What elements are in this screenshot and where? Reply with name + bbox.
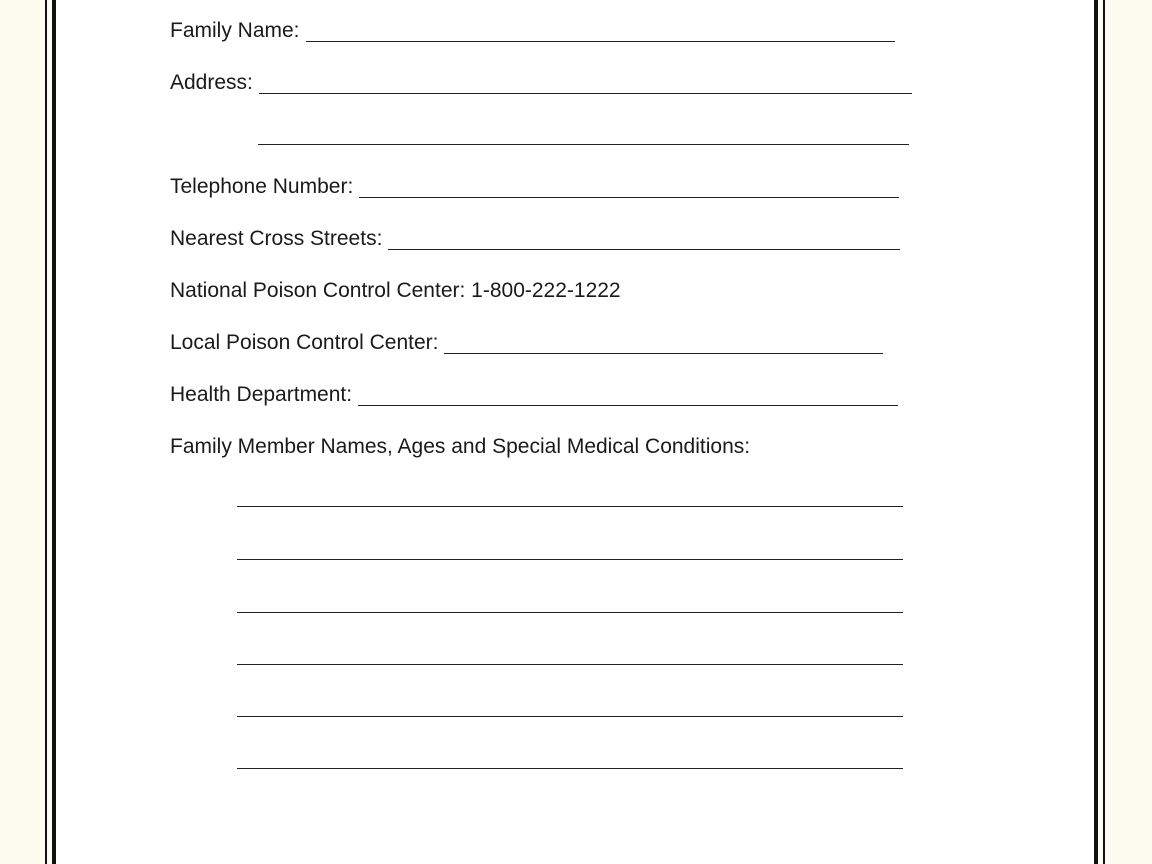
address-field-line-2[interactable] <box>258 144 909 145</box>
left-border-thin <box>45 0 47 864</box>
family-member-line[interactable] <box>237 664 903 665</box>
address-field-line-1[interactable] <box>259 73 912 94</box>
address-row <box>170 68 912 98</box>
national-poison-row <box>170 276 621 306</box>
right-border-thick <box>1094 0 1098 864</box>
cross-streets-label: Nearest Cross Streets: <box>170 227 383 250</box>
family-name-row <box>170 16 895 46</box>
family-members-label: Family Member Names, Ages and Special Medical Conditions: <box>170 435 751 458</box>
national-poison-label: National Poison Control Center: 1-800-222-1222 <box>170 279 621 302</box>
local-poison-row <box>170 328 883 358</box>
health-department-row <box>170 380 898 410</box>
telephone-field[interactable] <box>359 177 899 198</box>
local-poison-field[interactable] <box>444 333 883 354</box>
family-member-line[interactable] <box>237 716 903 717</box>
health-department-field[interactable] <box>358 385 898 406</box>
telephone-label: Telephone Number: <box>170 175 354 198</box>
family-member-line[interactable] <box>237 612 903 613</box>
left-border-thick <box>52 0 56 864</box>
telephone-row <box>170 172 899 202</box>
cross-streets-row <box>170 224 900 254</box>
family-name-field[interactable] <box>306 21 895 42</box>
cross-streets-field[interactable] <box>388 229 900 250</box>
family-member-line[interactable] <box>237 768 903 769</box>
family-member-line[interactable] <box>237 559 903 560</box>
address-label: Address: <box>170 71 253 94</box>
family-member-line[interactable] <box>237 506 903 507</box>
health-department-label: Health Department: <box>170 383 353 406</box>
family-name-label: Family Name: <box>170 19 300 42</box>
right-border-thin <box>1103 0 1105 864</box>
family-members-row <box>170 432 750 462</box>
local-poison-label: Local Poison Control Center: <box>170 331 439 354</box>
